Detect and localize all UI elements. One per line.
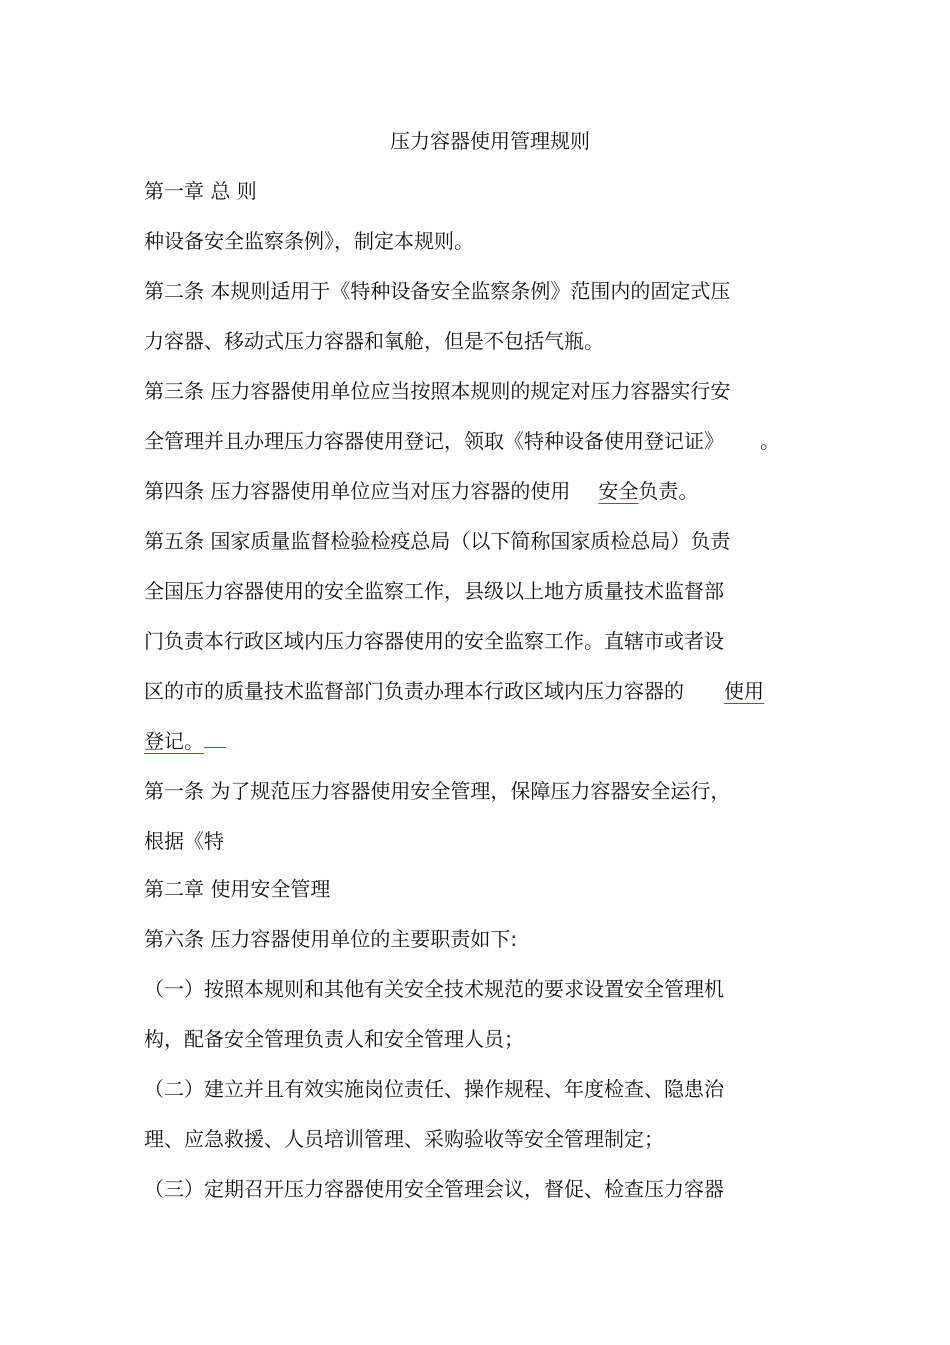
article-6: 第六条 压力容器使用单位的主要职责如下: [144,927,518,951]
document-title: 压力容器使用管理规则 [390,129,590,153]
text-line [144,676,764,706]
underlined-text: 使用 [724,679,764,703]
article-4 [144,476,698,506]
list-item: （三）定期召开压力容器使用安全管理会议，督促、检查压力容器 [144,1177,724,1201]
article-5: 第五条 国家质量监督检验检疫总局（以下简称国家质检总局）负责 [144,529,731,553]
list-item: （一）按照本规则和其他有关安全技术规范的要求设置安全管理机 [144,977,724,1001]
article-2: 第二条 本规则适用于《特种设备安全监察条例》范围内的固定式压 [144,279,731,303]
article-1: 第一条 为了规范压力容器使用安全管理，保障压力容器安全运行， [144,779,731,803]
article-3: 第三条 压力容器使用单位应当按照本规则的规定对压力容器实行安 [144,379,731,403]
text-segment: 负责。 [638,479,699,503]
text-segment: 第四条 压力容器使用单位应当对压力容器的使用 [144,479,571,503]
text-line: 种设备安全监察条例》，制定本规则。 [144,229,474,253]
underlined-text: 安全 [598,479,639,503]
text-line: 构，配备安全管理负责人和安全管理人员； [144,1027,524,1051]
text-segment: 全管理并且办理压力容器使用登记，领取《特种设备使用登记证》 [144,429,724,453]
text-line: 根据《特 [144,829,224,853]
list-item: （二）建立并且有效实施岗位责任、操作规程、年度检查、隐患治 [144,1077,724,1101]
underlined-text: 登记。 [144,729,204,753]
text-line: 力容器、移动式压力容器和氧舱，但是不包括气瓶。 [144,329,604,353]
underline-tail [204,729,226,748]
text-line [144,726,226,756]
text-segment: 。 [760,429,780,453]
text-line: 门负责本行政区域内压力容器使用的安全监察工作。直辖市或者设 [144,629,724,653]
text-line: 理、应急救援、人员培训管理、采购验收等安全管理制定； [144,1127,664,1151]
text-segment: 区的市的质量技术监督部门负责办理本行政区域内压力容器的 [144,679,684,703]
text-line: 全国压力容器使用的安全监察工作，县级以上地方质量技术监督部 [144,579,724,603]
chapter-2-heading: 第二章 使用安全管理 [144,877,331,901]
text-line [144,426,780,456]
chapter-1-heading: 第一章 总 则 [144,179,257,203]
